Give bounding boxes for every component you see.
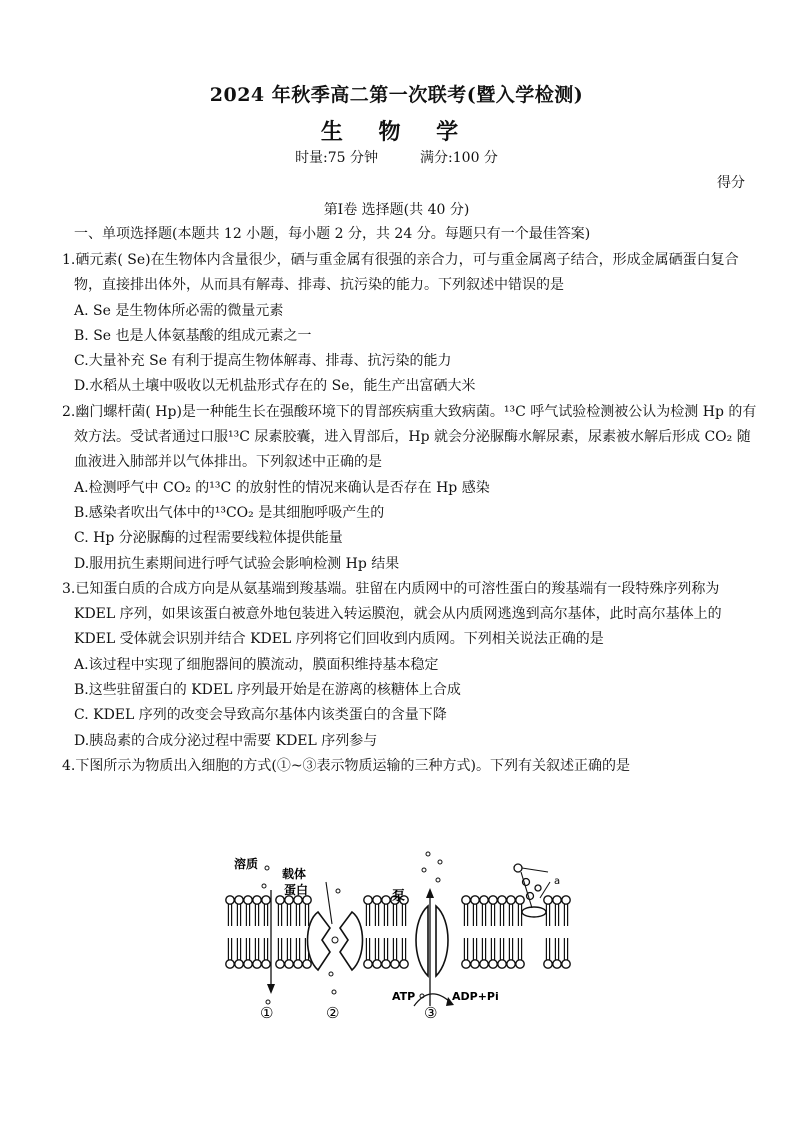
questions	[62, 248, 762, 779]
time-limit: 时量:75 分钟	[295, 150, 379, 166]
label-solute: 溶质	[234, 857, 259, 871]
label-carrier: 载体	[282, 867, 307, 881]
label-mode-3: ③	[424, 1004, 438, 1022]
option-b: B.这些驻留蛋白的 KDEL 序列最开始是在游离的核糖体上合成	[74, 682, 461, 699]
question-stem: 1.硒元素( Se)在生物体内含量很少，硒与重金属有很强的亲合力，可与重金属离子结合，形成金属硒蛋白复合物，直接排出体外，从而具有解毒、排毒、抗污染的能力。下列叙述中错误的是	[62, 252, 739, 294]
option-a: A.该过程中实现了细胞器间的膜流动，膜面积维持基本稳定	[74, 656, 439, 673]
option-c: C. Hp 分泌脲酶的过程需要线粒体提供能量	[74, 530, 343, 547]
option-d: D.水稻从土壤中吸收以无机盐形式存在的 Se，能生产出富硒大米	[74, 378, 476, 395]
option-a: A.检测呼气中 CO₂ 的¹³C 的放射性的情况来确认是否存在 Hp 感染	[74, 479, 490, 496]
carrier-protein	[308, 882, 363, 994]
lipid-bilayer	[226, 896, 570, 968]
score-label: 得分	[717, 175, 745, 191]
exam-title: 2024 年秋季高二第一次联考(暨入学检测)	[209, 84, 584, 106]
option-d: D.服用抗生素期间进行呼气试验会影响检测 Hp 结果	[74, 555, 400, 572]
option-a: A. Se 是生物体所必需的微量元素	[74, 302, 284, 319]
label-a: a	[554, 876, 561, 887]
question-4	[62, 754, 762, 779]
option-d: D.胰岛素的合成分泌过程中需要 KDEL 序列参与	[74, 732, 378, 749]
pump-protein	[414, 852, 454, 1006]
question-stem: 3.已知蛋白质的合成方向是从氨基端到羧基端。驻留在内质网中的可溶性蛋白的羧基端有一段特殊序列称为 KDEL 序列，如果该蛋白被意外地包装进入转运膜泡，就会从内质网逃逸到高尔基体，此时高尔基体上的 KDEL 受体就会识别并结合 KDEL 序列将它们回收到内质网。下列相关说法正确的是	[62, 580, 722, 648]
label-mode-1: ①	[260, 1004, 274, 1022]
question-3	[62, 577, 762, 754]
question-2	[62, 400, 762, 577]
full-score: 满分:100 分	[420, 150, 498, 166]
membrane-transport-diagram	[218, 846, 580, 1022]
exam-meta	[0, 147, 793, 167]
part-title: 第Ⅰ卷 选择题(共 40 分)	[323, 202, 470, 218]
label-pump: 泵	[392, 889, 406, 904]
label-atp: ATP	[392, 990, 416, 1003]
section-heading: 一、单项选择题(本题共 12 小题，每小题 2 分，共 24 分。每题只有一个最佳答案)	[74, 226, 591, 242]
option-b: B.感染者吹出气体中的¹³CO₂ 是其细胞呼吸产生的	[74, 504, 385, 521]
label-protein: 蛋白	[284, 883, 309, 897]
label-mode-2: ②	[326, 1004, 340, 1022]
subject-title: 生 物 学	[320, 119, 473, 145]
question-stem: 2.幽门螺杆菌( Hp)是一种能生长在强酸环境下的胃部疾病重大致病菌。¹³C 呼气试验检测被公认为检测 Hp 的有效方法。受试者通过口服¹³C 尿素胶囊，进入胃部后，Hp 就会分泌脲酶水解尿素，尿素被水解后形成 CO₂ 随血液进入肺部并以气体排出。下列叙述中正确的是	[62, 403, 757, 471]
option-c: C.大量补充 Se 有利于提高生物体解毒、排毒、抗污染的能力	[74, 353, 452, 370]
option-b: B. Se 也是人体氨基酸的组成元素之一	[74, 327, 312, 344]
question-1	[62, 248, 762, 400]
option-c: C. KDEL 序列的改变会导致高尔基体内该类蛋白的含量下降	[74, 707, 447, 724]
glycoprotein	[514, 864, 550, 917]
label-adp: ADP+Pi	[452, 990, 499, 1003]
question-stem: 4.下图所示为物质出入细胞的方式(①~③表示物质运输的三种方式)。下列有关叙述正确的是	[62, 757, 631, 774]
transport-1	[262, 866, 275, 1004]
